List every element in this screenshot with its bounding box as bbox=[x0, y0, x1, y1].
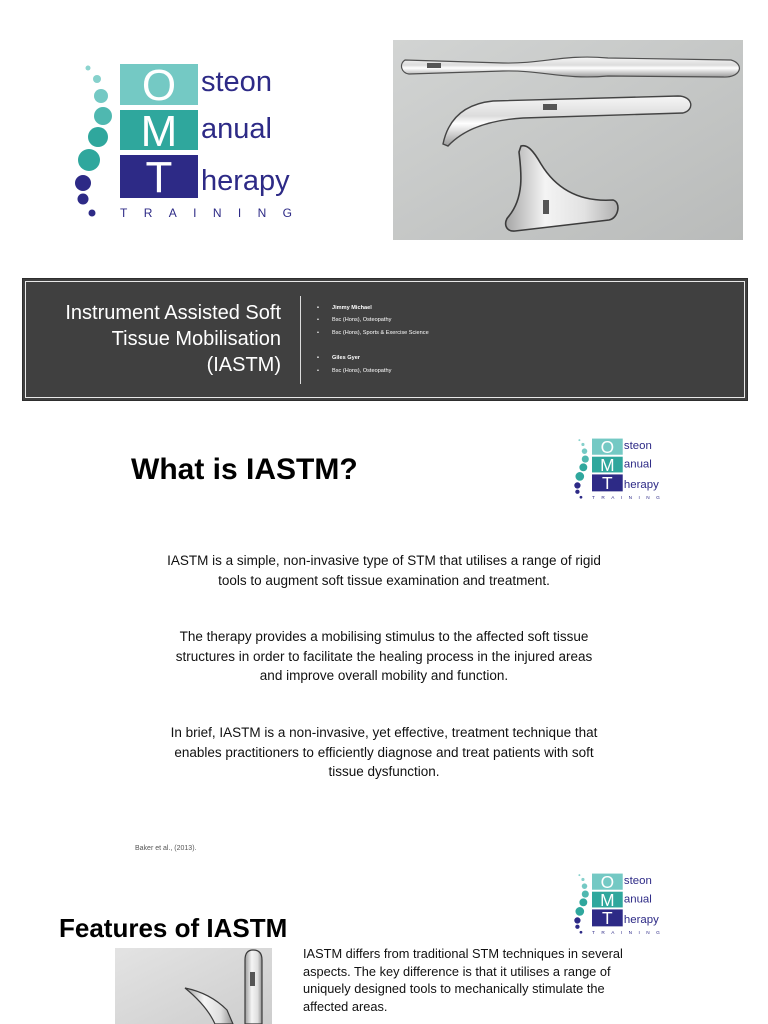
tool-mark bbox=[427, 63, 441, 68]
logo-word-herapy: herapy bbox=[201, 165, 290, 197]
citation: Baker et al., (2013). bbox=[135, 845, 197, 852]
text-line: uniquely designed tools to mechanically stimulate the bbox=[303, 981, 605, 996]
title-line: Instrument Assisted Soft bbox=[65, 302, 281, 324]
author-name bbox=[317, 304, 372, 312]
author-credential bbox=[317, 367, 391, 375]
logo-dot bbox=[582, 448, 588, 454]
title-line: Tissue Mobilisation bbox=[111, 328, 281, 350]
logo-word-anual: anual bbox=[623, 893, 652, 906]
paragraph bbox=[134, 551, 634, 590]
omt-logo-large bbox=[70, 60, 302, 225]
logo-dot bbox=[93, 75, 101, 83]
logo-dot bbox=[574, 917, 580, 923]
iastm-tools-photo bbox=[393, 40, 743, 240]
logo-dot bbox=[579, 463, 587, 471]
logo-dot bbox=[582, 891, 589, 898]
logo-o-letter: O bbox=[600, 437, 615, 457]
logo-word-herapy: herapy bbox=[623, 914, 659, 927]
logo-dot bbox=[94, 89, 108, 103]
logo-dot bbox=[86, 66, 91, 71]
logo-word-steon: steon bbox=[201, 66, 272, 98]
credential-text: Bsc (Hons), Osteopathy bbox=[332, 368, 392, 374]
text-line: and improve overall mobility and function. bbox=[259, 668, 509, 683]
logo-dots bbox=[574, 439, 589, 498]
text-line: structures in order to facilitate the healing process in the injured areas bbox=[175, 648, 593, 664]
author-credential bbox=[317, 316, 391, 324]
paragraph bbox=[134, 723, 634, 782]
banner-divider bbox=[300, 296, 301, 384]
presentation-title bbox=[33, 300, 281, 378]
logo-dot bbox=[578, 874, 580, 876]
tool-handle bbox=[245, 950, 262, 1024]
logo-tagline: TRAINING bbox=[592, 495, 660, 501]
logo-dot bbox=[580, 496, 583, 499]
text-line: tissue dysfunction. bbox=[328, 764, 440, 779]
tool-mark bbox=[543, 200, 549, 214]
text-line: IASTM differs from traditional STM techniques in several bbox=[303, 946, 623, 961]
logo-word-herapy: herapy bbox=[623, 479, 659, 492]
author-name bbox=[317, 354, 360, 362]
logo-dot bbox=[581, 443, 584, 446]
bullet: • bbox=[317, 355, 319, 361]
credential-text: Bsc (Hons), Sports & Exercise Science bbox=[332, 330, 429, 336]
logo-dot bbox=[75, 175, 91, 191]
logo-dots bbox=[75, 66, 112, 217]
logo-dot bbox=[78, 149, 100, 171]
text-line: enables practitioners to efficiently diagnose and treat patients with soft bbox=[174, 744, 594, 760]
text-line: In brief, IASTM is a non-invasive, yet effective, treatment technique that bbox=[170, 725, 598, 740]
title-banner bbox=[22, 278, 748, 401]
logo-dot bbox=[575, 907, 584, 916]
logo-dot bbox=[94, 107, 112, 125]
logo-t-letter: T bbox=[602, 473, 613, 493]
logo-dot bbox=[575, 490, 579, 494]
logo-word-anual: anual bbox=[201, 113, 272, 145]
logo-dot bbox=[88, 127, 108, 147]
bullet: • bbox=[317, 317, 319, 323]
logo-dot bbox=[582, 883, 588, 889]
paragraph bbox=[134, 627, 634, 686]
logo-word-steon: steon bbox=[623, 440, 652, 453]
author-name-text: Jimmy Michael bbox=[332, 305, 372, 311]
slide-title-what-is: What is IASTM? bbox=[131, 453, 358, 486]
features-paragraph bbox=[303, 945, 648, 1015]
logo-t-letter: T bbox=[602, 908, 613, 928]
iastm-tool-photo bbox=[115, 948, 272, 1024]
logo-dot bbox=[579, 898, 587, 906]
logo-m-letter: M bbox=[140, 107, 178, 156]
bullet: • bbox=[317, 305, 319, 311]
text-line: affected areas. bbox=[303, 998, 388, 1014]
logo-dot bbox=[575, 472, 584, 481]
text-line: aspects. The key difference is that it utilises a range of bbox=[303, 963, 611, 979]
omt-logo-small bbox=[572, 437, 664, 502]
logo-o-letter: O bbox=[600, 872, 615, 892]
credential-text: Bsc (Hons), Osteopathy bbox=[332, 317, 392, 323]
logo-dot bbox=[574, 482, 580, 488]
logo-dot bbox=[89, 210, 96, 217]
bullet: • bbox=[317, 330, 319, 336]
author-name-text: Giles Gyer bbox=[332, 355, 360, 361]
logo-t-letter: T bbox=[145, 153, 173, 202]
logo-dot bbox=[580, 931, 583, 934]
bullet: • bbox=[317, 368, 319, 374]
text-line: The therapy provides a mobilising stimulus to the affected soft tissue bbox=[179, 629, 589, 644]
logo-word-anual: anual bbox=[623, 458, 652, 471]
logo-dot bbox=[575, 925, 579, 929]
logo-tagline: TRAINING bbox=[592, 930, 660, 936]
text-line: IASTM is a simple, non-invasive type of STM that utilises a range of rigid bbox=[167, 553, 601, 568]
logo-m-letter: M bbox=[600, 454, 615, 475]
omt-logo-graphic bbox=[572, 872, 664, 937]
omt-logo-small bbox=[572, 872, 664, 937]
logo-tagline: TRAINING bbox=[120, 206, 292, 220]
tool-mark bbox=[543, 104, 557, 110]
text-line: tools to augment soft tissue examination and treatment. bbox=[218, 572, 550, 588]
omt-logo-graphic bbox=[572, 437, 664, 502]
logo-word-steon: steon bbox=[623, 875, 652, 888]
logo-dot bbox=[578, 439, 580, 441]
omt-logo-graphic bbox=[70, 60, 302, 225]
title-line: (IASTM) bbox=[206, 354, 281, 376]
slide-title-features: Features of IASTM bbox=[59, 913, 288, 943]
logo-dots bbox=[574, 874, 589, 933]
author-credential bbox=[317, 329, 429, 337]
logo-dot bbox=[581, 878, 584, 881]
logo-m-letter: M bbox=[600, 889, 615, 910]
logo-o-letter: O bbox=[141, 61, 177, 110]
logo-dot bbox=[582, 456, 589, 463]
logo-dot bbox=[78, 194, 89, 205]
tool-mark bbox=[250, 972, 255, 986]
